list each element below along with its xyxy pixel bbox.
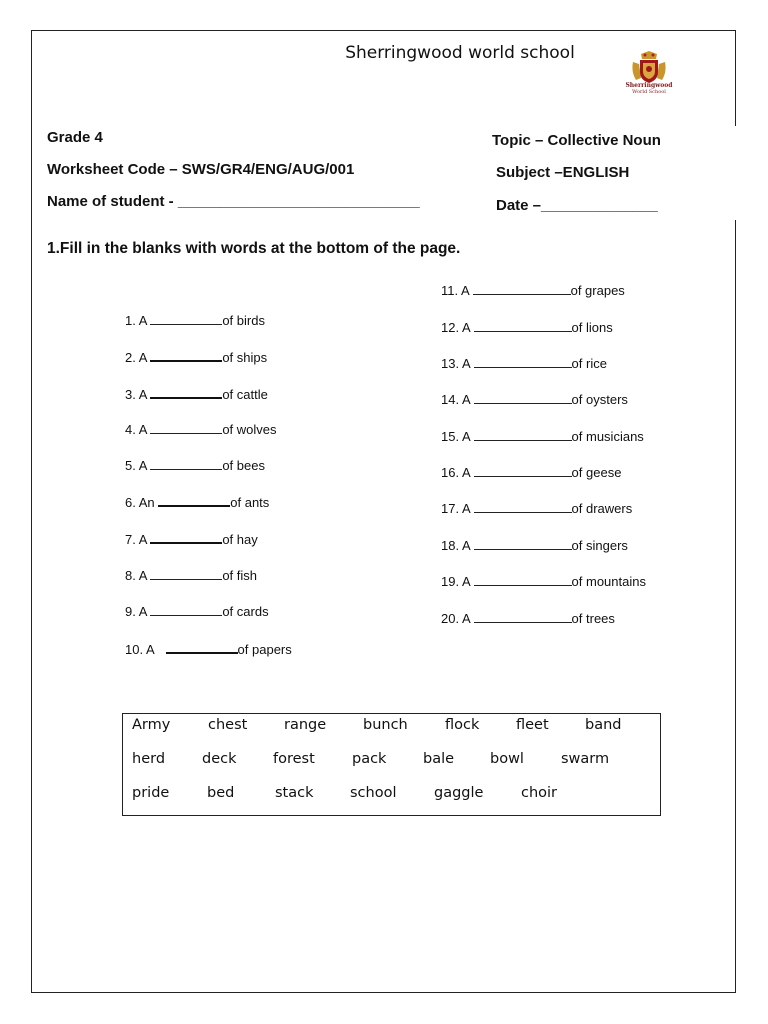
item-noun: of musicians xyxy=(571,429,644,444)
list-item xyxy=(441,573,646,589)
answer-blank[interactable] xyxy=(474,319,572,332)
word-bank xyxy=(122,713,661,816)
logo-text-main: Sherringwood xyxy=(625,82,673,89)
list-item xyxy=(125,385,268,402)
worksheet-code: Worksheet Code – SWS/GR4/ENG/AUG/001 xyxy=(47,161,355,178)
item-number: 8. A xyxy=(125,568,147,583)
word-bank-word: herd xyxy=(132,751,166,767)
word-bank-word: deck xyxy=(202,751,237,767)
answer-blank[interactable] xyxy=(166,640,238,654)
logo-text-sub: World School xyxy=(632,89,666,95)
answer-blank[interactable] xyxy=(473,282,571,295)
answer-blank[interactable] xyxy=(474,428,572,441)
grade-label: Grade 4 xyxy=(47,129,103,146)
word-bank-word: pack xyxy=(352,751,387,767)
item-noun: of ships xyxy=(222,350,268,365)
item-number: 13. A xyxy=(441,356,470,371)
item-number: 9. A xyxy=(125,604,147,619)
list-item xyxy=(441,391,628,407)
subject-label: Subject –ENGLISH xyxy=(496,164,630,181)
list-item xyxy=(441,610,615,626)
question-instruction: 1.Fill in the blanks with words at the bottom of the page. xyxy=(47,240,461,257)
answer-blank[interactable] xyxy=(150,421,222,434)
item-number: 1. A xyxy=(125,313,147,328)
item-number: 18. A xyxy=(441,538,470,553)
item-number: 11. A xyxy=(441,283,469,298)
item-number: 2. A xyxy=(125,350,147,365)
word-bank-word: gaggle xyxy=(434,785,484,801)
date-field[interactable]: Date –______________ xyxy=(496,197,658,214)
word-bank-word: choir xyxy=(521,785,558,801)
answer-blank[interactable] xyxy=(474,610,572,623)
item-number: 3. A xyxy=(125,387,147,402)
item-number: 17. A xyxy=(441,501,470,516)
word-bank-word: range xyxy=(284,717,327,733)
word-bank-word: swarm xyxy=(561,751,610,767)
list-item xyxy=(125,421,277,437)
item-noun: of papers xyxy=(237,642,292,657)
item-number: 12. A xyxy=(441,320,470,335)
list-item xyxy=(125,493,269,510)
word-bank-word: bed xyxy=(207,785,235,801)
item-number: 16. A xyxy=(441,465,470,480)
list-item xyxy=(441,428,644,444)
item-noun: of mountains xyxy=(571,574,646,589)
word-bank-word: bowl xyxy=(490,751,524,767)
list-item xyxy=(125,640,292,657)
answer-blank[interactable] xyxy=(150,530,222,544)
item-noun: of hay xyxy=(222,532,258,547)
list-item xyxy=(125,603,269,619)
answer-blank[interactable] xyxy=(474,464,572,477)
item-noun: of drawers xyxy=(571,501,633,516)
word-bank-word: bale xyxy=(423,751,455,767)
item-noun: of lions xyxy=(571,320,613,335)
item-noun: of grapes xyxy=(570,283,625,298)
item-noun: of birds xyxy=(222,313,265,328)
word-bank-word: forest xyxy=(273,751,315,767)
word-bank-word: flock xyxy=(445,717,480,733)
answer-blank[interactable] xyxy=(150,603,222,616)
border-gap xyxy=(733,126,743,220)
answer-blank[interactable] xyxy=(150,312,222,325)
item-number: 19. A xyxy=(441,574,470,589)
topic-label: Topic – Collective Noun xyxy=(492,132,661,149)
school-name: Sherringwood world school xyxy=(345,43,575,63)
word-bank-word: chest xyxy=(208,717,248,733)
item-noun: of geese xyxy=(571,465,622,480)
item-noun: of oysters xyxy=(571,392,628,407)
answer-blank[interactable] xyxy=(474,355,572,368)
answer-blank[interactable] xyxy=(150,567,222,580)
item-noun: of cards xyxy=(222,604,269,619)
item-noun: of wolves xyxy=(222,422,277,437)
list-item xyxy=(125,348,267,365)
list-item xyxy=(441,464,621,480)
item-number: 7. A xyxy=(125,532,147,547)
item-noun: of trees xyxy=(571,611,615,626)
word-bank-word: band xyxy=(585,717,622,733)
item-number: 14. A xyxy=(441,392,470,407)
item-noun: of bees xyxy=(222,458,265,473)
word-bank-word: bunch xyxy=(363,717,408,733)
item-noun: of cattle xyxy=(222,387,268,402)
word-bank-word: stack xyxy=(275,785,314,801)
item-noun: of ants xyxy=(230,495,270,510)
answer-blank[interactable] xyxy=(150,348,222,362)
student-name-field[interactable]: Name of student - _____________________________ xyxy=(47,193,420,210)
answer-blank[interactable] xyxy=(150,385,222,399)
word-bank-word: school xyxy=(350,785,397,801)
word-bank-word: pride xyxy=(132,785,170,801)
item-number: 4. A xyxy=(125,422,147,437)
list-item xyxy=(125,567,257,583)
list-item xyxy=(441,355,607,371)
answer-blank[interactable] xyxy=(474,573,572,586)
list-item xyxy=(125,457,265,473)
list-item xyxy=(441,537,628,553)
list-item xyxy=(441,319,613,335)
list-item xyxy=(125,530,258,547)
item-number: 15. A xyxy=(441,429,470,444)
item-number: 5. A xyxy=(125,458,147,473)
answer-blank[interactable] xyxy=(474,537,572,550)
item-noun: of singers xyxy=(571,538,628,553)
item-number: 6. An xyxy=(125,495,155,510)
word-bank-word: fleet xyxy=(516,717,549,733)
list-item xyxy=(441,500,632,516)
item-number: 10. A xyxy=(125,642,154,657)
answer-blank[interactable] xyxy=(474,500,572,513)
answer-blank[interactable] xyxy=(150,457,222,470)
answer-blank[interactable] xyxy=(474,391,572,404)
item-noun: of fish xyxy=(222,568,258,583)
answer-blank[interactable] xyxy=(158,493,230,507)
item-noun: of rice xyxy=(571,356,607,371)
item-number: 20. A xyxy=(441,611,470,626)
word-bank-word: Army xyxy=(132,717,171,733)
list-item xyxy=(441,282,625,298)
list-item xyxy=(125,312,265,328)
